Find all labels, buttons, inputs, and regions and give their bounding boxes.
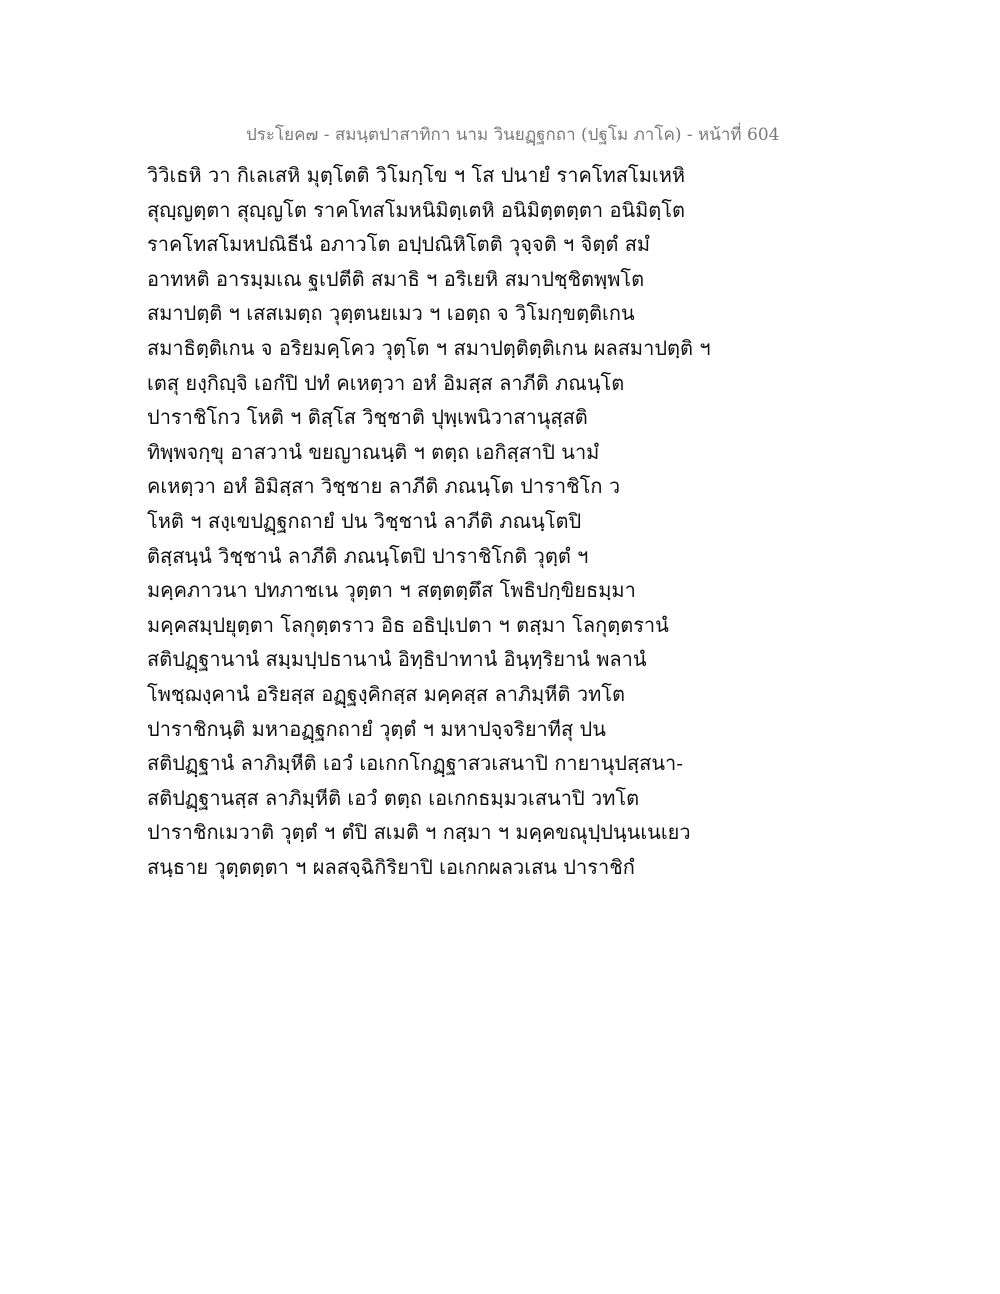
text-line: คเหตฺวา อหํ อิมิสฺสา วิชฺชาย ลาภีติ ภณนฺโต ปาราชิโก ว bbox=[147, 474, 621, 499]
text-line: สุญฺญตฺตา สุญฺญโต ราคโทสโมหนิมิตฺเตหิ อนิมิตฺตตฺตา อนิมิตฺโต bbox=[147, 197, 686, 222]
text-line: ปาราชิกเมวาติ วุตฺตํ ฯ ตํปิ สเมติ ฯ กสฺมา ฯ มคฺคขณุปฺปนฺนเนเยว bbox=[147, 820, 691, 845]
text-line: อาทหติ อารมฺมเณ ฐเปตีติ สมาธิ ฯ อริเยหิ สมาปชฺชิตพฺพโต bbox=[147, 266, 645, 291]
text-line: สมาธิตฺติเกน จ อริยมคฺโคว วุตฺโต ฯ สมาปตฺติตฺติเกน ผลสมาปตฺติ ฯ bbox=[147, 335, 711, 360]
text-line: ปาราชิกนฺติ มหาอฏฺฐกถายํ วุตฺตํ ฯ มหาปจฺจริยาทีสุ ปน bbox=[147, 716, 606, 741]
body-text bbox=[147, 158, 711, 884]
text-line: ปาราชิโกว โหติ ฯ ติสฺโส วิชฺชาติ ปุพฺเพนิวาสานุสฺสติ bbox=[147, 405, 588, 430]
text-line: สมาปตฺติ ฯ เสสเมตฺถ วุตฺตนยเมว ฯ เอตฺถ จ วิโมกฺขตฺติเกน bbox=[147, 301, 635, 326]
text-line: สติปฏฺฐานานํ สมฺมปฺปธานานํ อิทฺธิปาทานํ อินฺทฺริยานํ พลานํ bbox=[147, 647, 647, 672]
text-line: โหติ ฯ สงฺเขปฏฺฐกถายํ ปน วิชฺชานํ ลาภีติ ภณนฺโตปิ bbox=[147, 508, 582, 533]
text-line: มคฺคสมฺปยุตฺตา โลกุตฺตราว อิธ อธิปฺเปตา ฯ ตสฺมา โลกุตฺตรานํ bbox=[147, 612, 669, 637]
text-line: เตสุ ยงฺกิญฺจิ เอกํปิ ปทํ คเหตฺวา อหํ อิมสฺส ลาภีติ ภณนฺโต bbox=[147, 370, 625, 395]
text-line: มคฺคภาวนา ปทภาชเน วุตฺตา ฯ สตฺตตฺตึส โพธิปกฺขิยธมฺมา bbox=[147, 578, 636, 603]
text-line: สนฺธาย วุตฺตตฺตา ฯ ผลสจฺฉิกิริยาปิ เอเกกผลวเสน ปาราชิกํ bbox=[147, 854, 635, 879]
text-line: วิวิเธหิ วา กิเลเสหิ มุตฺโตติ วิโมกฺโข ฯ โส ปนายํ ราคโทสโมเหหิ bbox=[147, 163, 686, 187]
text-line: ทิพฺพจกฺขุ อาสวานํ ขยญาณนฺติ ฯ ตตฺถ เอกิสฺสาปิ นามํ bbox=[147, 439, 600, 464]
text-line: ราคโทสโมหปณิธีนํ อภาวโต อปฺปณิหิโตติ วุจฺจติ ฯ จิตฺตํ สมํ bbox=[147, 232, 651, 257]
running-header: ประโยค๗ - สมนฺตปาสาทิกา นาม วินยฏฺฐกถา (ปฐโม ภาโค) - หน้าที่ 604 bbox=[246, 125, 780, 145]
text-line: สติปฏฺฐานสฺส ลาภิมฺหีติ เอวํ ตตฺถ เอเกกธมฺมวเสนาปิ วทโต bbox=[147, 785, 640, 810]
text-line: ติสฺสนฺนํ วิชฺชานํ ลาภีติ ภณนฺโตปิ ปาราชิโกติ วุตฺตํ ฯ bbox=[147, 543, 589, 568]
text-line: โพชฺฌงฺคานํ อริยสฺส อฏฺฐงฺคิกสฺส มคฺคสฺส ลาภิมฺหีติ วทโต bbox=[147, 681, 625, 706]
text-line: สติปฏฺฐานํ ลาภิมฺหีติ เอวํ เอเกกโกฏฺฐาสวเสนาปิ กายานุปสฺสนา- bbox=[147, 751, 684, 776]
